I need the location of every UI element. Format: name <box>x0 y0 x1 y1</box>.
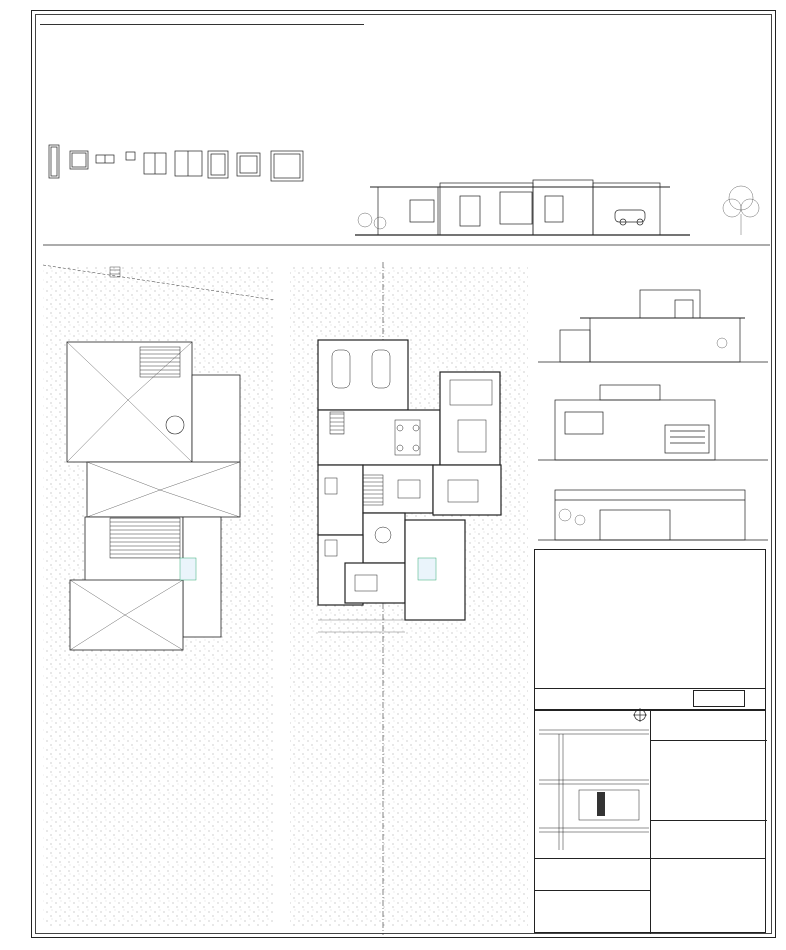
scale-box <box>693 690 745 707</box>
title-block <box>534 549 766 933</box>
location-sketch <box>539 720 649 850</box>
lighting-ventilation-table <box>40 16 364 25</box>
lighting-table-title <box>40 16 364 24</box>
